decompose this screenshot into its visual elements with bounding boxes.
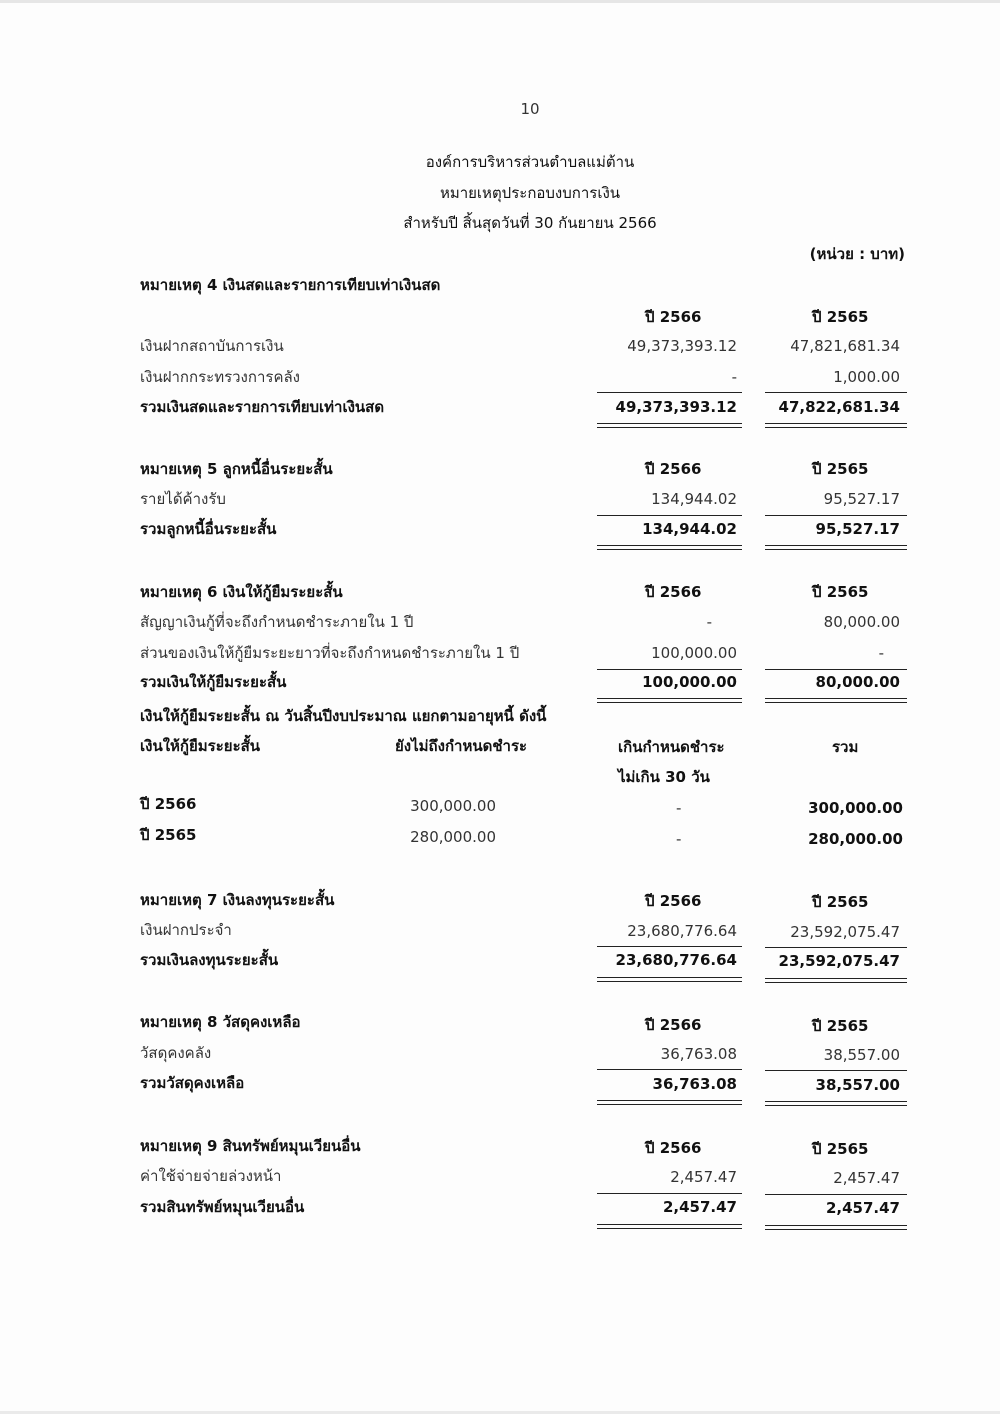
- total-double-line: [597, 1224, 742, 1229]
- note5-row-2566: 134,944.02: [651, 490, 737, 508]
- aging-row-total: 280,000.00: [808, 830, 903, 848]
- note7-title: หมายเหตุ 7 เงินลงทุนระยะสั้น: [140, 891, 335, 909]
- note8-row-label: วัสดุคงคลัง: [140, 1044, 212, 1062]
- total-double-line: [597, 545, 742, 550]
- total-double-line: [765, 545, 907, 550]
- note5-row-label: รายได้ค้างรับ: [140, 490, 226, 508]
- subtotal-line: [765, 392, 907, 393]
- note8-total-2565: 38,557.00: [815, 1076, 900, 1094]
- note6-col-2566: ปี 2566: [645, 583, 702, 601]
- note6-row-label: ส่วนของเงินให้กู้ยืมระยะยาวที่จะถึงกำหนดชำระภายใน 1 ปี: [140, 644, 520, 662]
- aging-row-not-due: 300,000.00: [410, 797, 496, 815]
- note6-row-2565: 80,000.00: [823, 613, 900, 631]
- note9-total-2565: 2,457.47: [825, 1199, 900, 1217]
- aging-row-year: ปี 2566: [140, 795, 197, 813]
- note4-row-2566: -: [731, 368, 737, 386]
- note4-row-2565: 47,821,681.34: [790, 337, 900, 355]
- subtotal-line: [597, 669, 742, 670]
- note9-col-2565: ปี 2565: [812, 1140, 869, 1158]
- note6-row-2566: -: [706, 613, 712, 631]
- note5-total-label: รวมลูกหนี้อื่นระยะสั้น: [140, 520, 277, 538]
- note6-total-2565: 80,000.00: [815, 673, 900, 691]
- note6-row-2566: 100,000.00: [651, 644, 737, 662]
- note8-total-2566: 36,763.08: [652, 1075, 737, 1093]
- note4-col-2565: ปี 2565: [812, 308, 869, 326]
- aging-row-overdue: -: [676, 830, 682, 848]
- aging-header-total: รวม: [832, 738, 859, 756]
- note8-col-2565: ปี 2565: [812, 1017, 869, 1035]
- period-line: สำหรับปี สิ้นสุดวันที่ 30 กันยายน 2566: [403, 214, 657, 232]
- note7-total-label: รวมเงินลงทุนระยะสั้น: [140, 951, 279, 969]
- note4-total-label: รวมเงินสดและรายการเทียบเท่าเงินสด: [140, 398, 385, 416]
- scan-top-edge: [0, 0, 1000, 3]
- document-title: หมายเหตุประกอบงบการเงิน: [439, 184, 621, 202]
- note5-col-2565: ปี 2565: [812, 460, 869, 478]
- total-double-line: [597, 977, 742, 982]
- note7-col-2566: ปี 2566: [645, 892, 702, 910]
- aging-header-overdue: เกินกำหนดชำระ: [618, 738, 725, 756]
- note7-row-label: เงินฝากประจำ: [140, 921, 232, 939]
- note8-row-2566: 36,763.08: [660, 1045, 737, 1063]
- note7-total-2565: 23,592,075.47: [778, 952, 900, 970]
- subtotal-line: [765, 1194, 907, 1195]
- note4-row-label: เงินฝากกระทรวงการคลัง: [140, 368, 300, 386]
- subtotal-line: [597, 1193, 742, 1194]
- subtotal-line: [597, 515, 742, 516]
- unit-label: (หน่วย : บาท): [809, 245, 905, 263]
- note4-total-2566: 49,373,393.12: [615, 398, 737, 416]
- note5-title: หมายเหตุ 5 ลูกหนี้อื่นระยะสั้น: [140, 460, 333, 478]
- total-double-line: [765, 1101, 907, 1106]
- note6-row-label: สัญญาเงินกู้ที่จะถึงกำหนดชำระภายใน 1 ปี: [140, 613, 414, 631]
- aging-header-label: เงินให้กู้ยืมระยะสั้น: [140, 737, 261, 755]
- note9-total-label: รวมสินทรัพย์หมุนเวียนอื่น: [140, 1198, 305, 1216]
- total-double-line: [765, 1225, 907, 1230]
- subtotal-line: [597, 1069, 742, 1070]
- subtotal-line: [765, 515, 907, 516]
- note8-title: หมายเหตุ 8 วัสดุคงเหลือ: [140, 1013, 301, 1031]
- note7-row-2565: 23,592,075.47: [790, 923, 900, 941]
- note6-col-2565: ปี 2565: [812, 583, 869, 601]
- note8-row-2565: 38,557.00: [823, 1046, 900, 1064]
- note5-total-2565: 95,527.17: [815, 520, 900, 538]
- note7-col-2565: ปี 2565: [812, 893, 869, 911]
- note6-total-2566: 100,000.00: [642, 673, 737, 691]
- note4-col-2566: ปี 2566: [645, 308, 702, 326]
- note9-col-2566: ปี 2566: [645, 1139, 702, 1157]
- note6-title: หมายเหตุ 6 เงินให้กู้ยืมระยะสั้น: [140, 583, 343, 601]
- aging-title: เงินให้กู้ยืมระยะสั้น ณ วันสิ้นปีงบประมาณ แยกตามอายุหนี้ ดังนี้: [140, 707, 547, 725]
- note5-total-2566: 134,944.02: [642, 520, 737, 538]
- aging-header-not-due: ยังไม่ถึงกำหนดชำระ: [395, 737, 528, 755]
- note4-total-2565: 47,822,681.34: [778, 398, 900, 416]
- note9-row-2566: 2,457.47: [670, 1168, 737, 1186]
- total-double-line: [765, 423, 907, 428]
- subtotal-line: [765, 947, 907, 948]
- note4-title: หมายเหตุ 4 เงินสดและรายการเทียบเท่าเงินสด: [140, 276, 441, 294]
- note8-col-2566: ปี 2566: [645, 1016, 702, 1034]
- note9-row-label: ค่าใช้จ่ายจ่ายล่วงหน้า: [140, 1167, 282, 1185]
- page-number: 10: [520, 100, 540, 118]
- subtotal-line: [765, 1070, 907, 1071]
- total-double-line: [765, 978, 907, 983]
- note7-row-2566: 23,680,776.64: [627, 922, 737, 940]
- total-double-line: [765, 698, 907, 703]
- org-name: องค์การบริหารส่วนตำบลแม่ต้าน: [425, 153, 635, 171]
- subtotal-line: [597, 392, 742, 393]
- note4-row-2565: 1,000.00: [833, 368, 900, 386]
- note5-col-2566: ปี 2566: [645, 460, 702, 478]
- total-double-line: [597, 698, 742, 703]
- aging-row-total: 300,000.00: [808, 799, 903, 817]
- aging-row-overdue: -: [676, 799, 682, 817]
- total-double-line: [597, 423, 742, 428]
- total-double-line: [597, 1100, 742, 1105]
- note4-row-label: เงินฝากสถาบันการเงิน: [140, 337, 284, 355]
- note6-row-2565: -: [878, 644, 884, 662]
- note9-total-2566: 2,457.47: [662, 1198, 737, 1216]
- note5-row-2565: 95,527.17: [823, 490, 900, 508]
- note4-row-2566: 49,373,393.12: [627, 337, 737, 355]
- aging-header-overdue-sub: ไม่เกิน 30 วัน: [618, 768, 710, 786]
- note8-total-label: รวมวัสดุคงเหลือ: [140, 1074, 245, 1092]
- subtotal-line: [597, 946, 742, 947]
- note9-row-2565: 2,457.47: [833, 1169, 900, 1187]
- note6-total-label: รวมเงินให้กู้ยืมระยะสั้น: [140, 673, 287, 691]
- subtotal-line: [765, 669, 907, 670]
- aging-row-not-due: 280,000.00: [410, 828, 496, 846]
- aging-row-year: ปี 2565: [140, 826, 197, 844]
- note9-title: หมายเหตุ 9 สินทรัพย์หมุนเวียนอื่น: [140, 1137, 361, 1155]
- note7-total-2566: 23,680,776.64: [615, 951, 737, 969]
